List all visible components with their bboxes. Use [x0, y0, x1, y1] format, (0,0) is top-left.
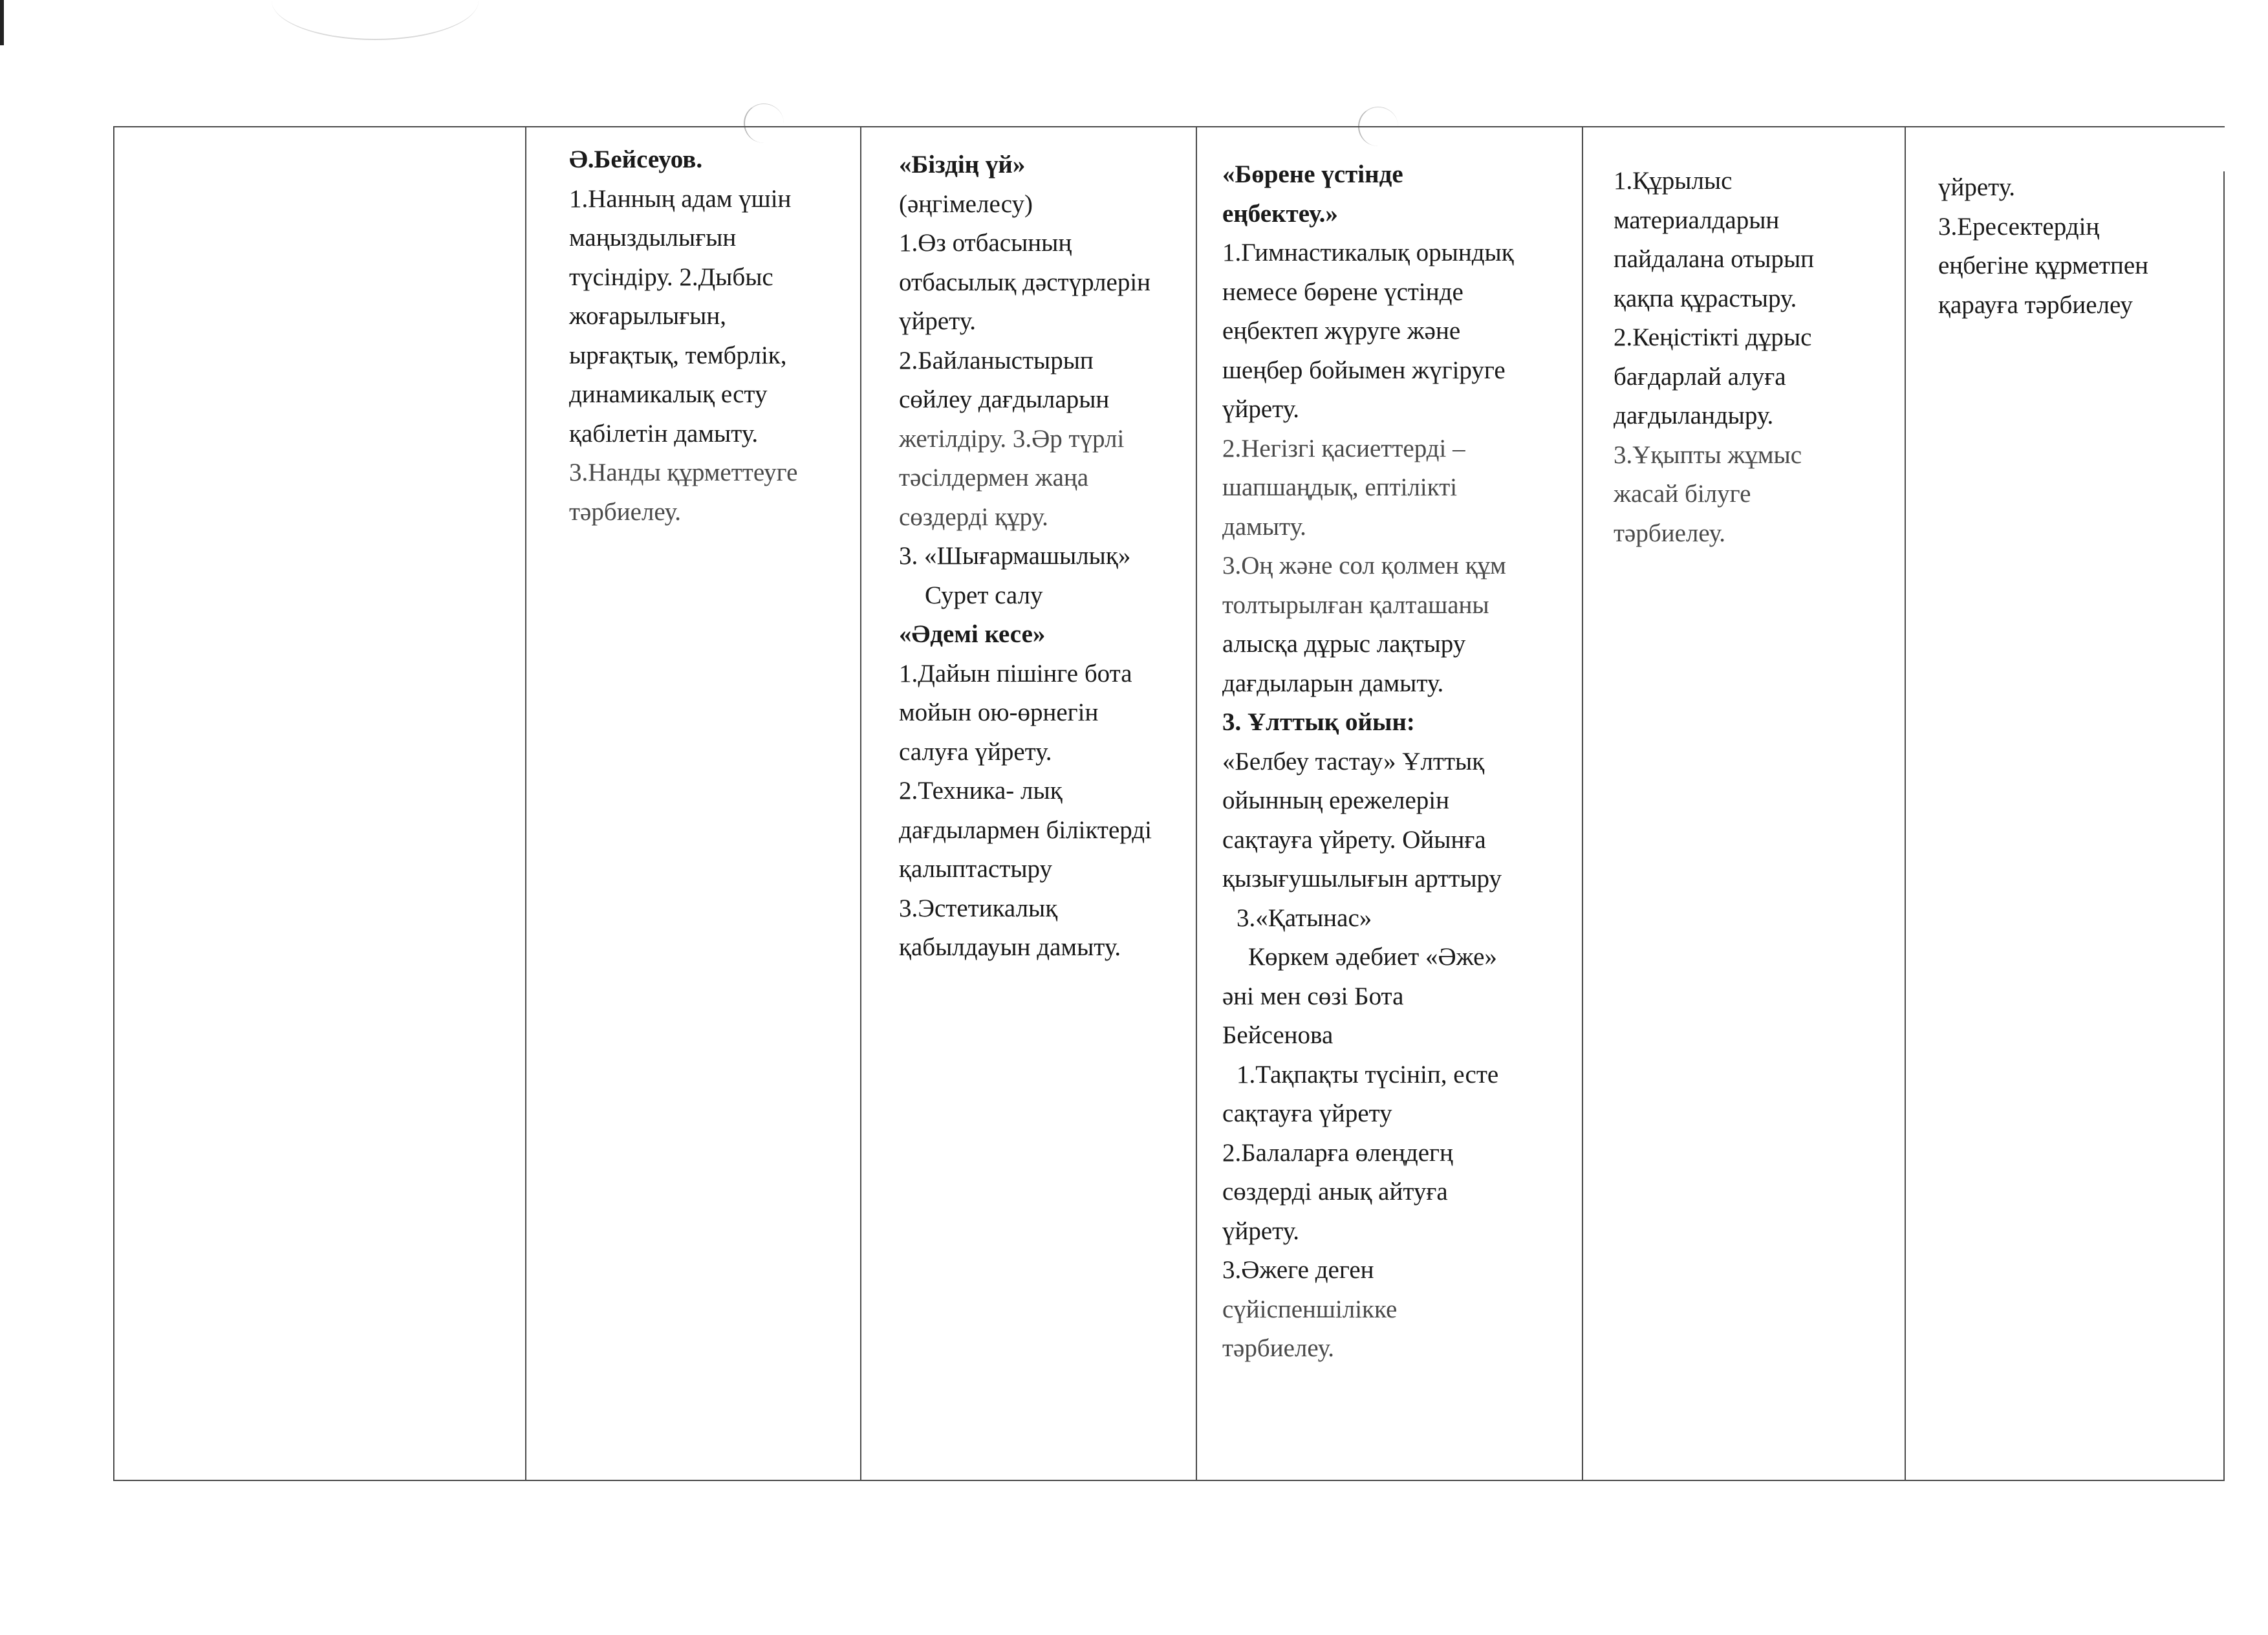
cell-line: «Біздің үй»	[899, 151, 1026, 179]
cell-line: қақпа құрастыру.	[1614, 284, 1797, 312]
cell-line: 3.Ұқыпты жұмыс	[1614, 440, 1802, 469]
cell-line: динамикалық есту	[569, 380, 768, 408]
cell-line: еңбектеп жүруге және	[1222, 317, 1461, 345]
cell-line: қабылдауын дамыту.	[899, 933, 1121, 961]
cell-line: шапшаңдық, ептілікті	[1222, 473, 1458, 501]
lesson-plan-table	[113, 126, 2225, 1481]
cell-line: маңыздылығын	[569, 224, 737, 252]
cell-line: сүйіспеншілікке	[1222, 1295, 1398, 1323]
cell-line: алысқа дұрыс лақтыру	[1222, 630, 1466, 658]
cell-line: жоғарылығын,	[569, 302, 726, 330]
table-left-border	[113, 126, 114, 1481]
table-cell-upbringing	[1932, 168, 2223, 325]
cell-line: ырғақтық, тембрлік,	[569, 341, 787, 369]
cell-line: толтырылған қалташаны	[1222, 590, 1489, 619]
cell-line: 3.Нанды құрметтеуге	[569, 459, 798, 486]
cell-line: 3.«Қатынас»	[1237, 904, 1372, 932]
column-divider-5	[1905, 126, 1906, 1481]
cell-line: 3.Ересектердің	[1938, 212, 2100, 241]
cell-line: үйрету.	[1222, 1217, 1300, 1245]
cell-line: мойын ою-өрнегін	[899, 698, 1099, 726]
cell-line: «Белбеу тастау» Ұлттық	[1222, 747, 1485, 775]
cell-line: пайдалана отырып	[1614, 245, 1815, 273]
cell-line: «Әдемі кесе»	[899, 620, 1046, 648]
table-cell-physical-literature	[1216, 155, 1584, 1369]
cell-line: тәрбиелеу.	[569, 497, 682, 526]
cell-line: шеңбер бойымен жүгіруге	[1222, 356, 1506, 384]
cell-line: 1.Құрылыс	[1614, 167, 1733, 195]
cell-line: тәрбиелеу.	[1222, 1334, 1335, 1362]
cell-line: сақтауға үйрету. Ойынға	[1222, 825, 1486, 854]
cell-line: 3.Эстетикалық	[899, 894, 1058, 922]
cell-line: 3. «Шығармашылық»	[899, 542, 1131, 570]
scan-corner-curve	[272, 0, 479, 40]
cell-line: қалыптастыру	[899, 855, 1053, 883]
table-cell-speech-art	[892, 146, 1196, 968]
cell-line: 2.Техника- лық	[899, 777, 1063, 805]
cell-line: немесе бөрене үстінде	[1222, 277, 1463, 306]
cell-line: 2.Балаларға өлеңдегң	[1222, 1138, 1453, 1167]
cell-line: дағдылармен біліктерді	[899, 816, 1152, 844]
cell-line: 3. Ұлттық ойын:	[1222, 708, 1415, 736]
cell-line: 3.Әжеге деген	[1222, 1256, 1374, 1284]
cell-line: қарауға тәрбиелеу	[1938, 290, 2133, 319]
table-cell-music	[563, 140, 860, 532]
cell-line: Сурет салу	[925, 581, 1043, 609]
cell-line: дағдыларын дамыту.	[1222, 669, 1444, 697]
cell-line: сақтауға үйрету	[1222, 1099, 1392, 1127]
cell-line: дамыту.	[1222, 512, 1306, 541]
cell-line: Көркем әдебиет «Әже»	[1248, 943, 1497, 971]
cell-line: жасай білуге	[1614, 480, 1751, 508]
cell-line: «Бөрене үстінде	[1222, 160, 1403, 188]
cell-line: сөздерді құру.	[899, 503, 1048, 531]
cell-line: түсіндіру. 2.Дыбыс	[569, 263, 773, 291]
cell-line: бағдарлай алуға	[1614, 362, 1786, 391]
scan-edge-mark	[0, 0, 4, 45]
cell-line: әні мен сөзі Бота	[1222, 982, 1404, 1010]
cell-line: үйрету.	[1938, 173, 2016, 201]
column-divider-1	[525, 126, 526, 1481]
cell-line: 1.Өз отбасының	[899, 229, 1072, 257]
cell-line: қызығушылығын арттыру	[1222, 865, 1502, 893]
cell-line: 1.Тақпақты түсініп, есте	[1237, 1060, 1499, 1088]
cell-line: сөйлеу дағдыларын	[899, 385, 1110, 413]
cell-line: 1.Гимнастикалық орындық	[1222, 239, 1514, 266]
cell-line: отбасылық дәстүрлерін	[899, 268, 1151, 296]
cell-line: үйрету.	[899, 307, 977, 335]
cell-line: салуға үйрету.	[899, 737, 1052, 766]
cell-line: Бейсенова	[1222, 1021, 1334, 1049]
cell-line: дағдыландыру.	[1614, 402, 1774, 429]
cell-line: еңбектеу.»	[1222, 199, 1338, 228]
table-bottom-border	[113, 1480, 2225, 1481]
cell-line: 2.Байланыстырып	[899, 346, 1094, 374]
cell-line: Ә.Бейсеуов.	[569, 146, 703, 173]
cell-line: сөздерді анық айтуға	[1222, 1178, 1448, 1206]
cell-line: жетілдіру. 3.Әр түрлі	[899, 424, 1125, 453]
cell-line: 2.Негізгі қасиеттерді –	[1222, 434, 1465, 462]
table-cell-construction	[1607, 162, 1905, 553]
cell-line: 2.Кеңістікті дұрыс	[1614, 323, 1812, 351]
cell-line: материалдарын	[1614, 206, 1780, 234]
cell-line: тәрбиелеу.	[1614, 519, 1726, 547]
cell-line: 1.Нанның адам үшін	[569, 184, 792, 213]
cell-line: 3.Оң және сол қолмен құм	[1222, 552, 1506, 579]
cell-line: (әңгімелесу)	[899, 189, 1033, 218]
cell-line: еңбегіне құрметпен	[1938, 252, 2149, 279]
table-right-border	[2223, 171, 2225, 1481]
column-divider-2	[860, 126, 861, 1481]
cell-line: 1.Дайын пішінге бота	[899, 659, 1132, 688]
table-top-border	[113, 126, 2225, 127]
cell-line: үйрету.	[1222, 395, 1300, 423]
cell-line: ойынның ережелерін	[1222, 786, 1449, 814]
cell-line: тәсілдермен жаңа	[899, 464, 1089, 492]
cell-line: қабілетін дамыту.	[569, 419, 759, 448]
